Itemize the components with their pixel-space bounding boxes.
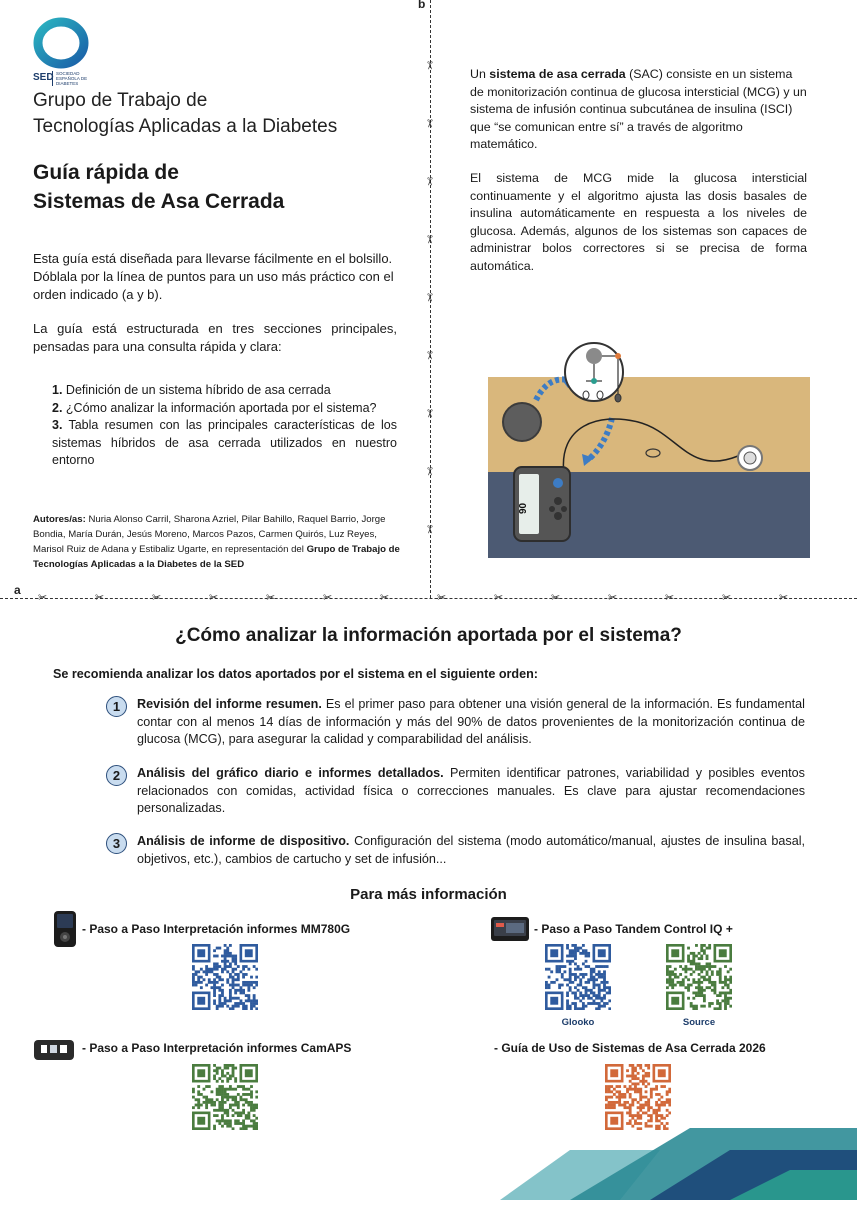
scissor-mark-icon: ✂ xyxy=(423,60,436,71)
fold-label-a: a xyxy=(14,583,21,597)
authors-block: Autores/as: Nuria Alonso Carril, Sharona Azriel, Pilar Bahillo, Raquel Barrio, Jorge Bondia, María Durán, Jesús Moreno, Marcos Pazos, Carmen Quirós, Luz Reyes, Marisol Ruiz de Adana y Estibaliz Ugarte, en representación del Grupo de Trabajo de Tecnologías Aplicadas a la Diabetes de la SED xyxy=(33,514,400,570)
qr-code-graphic xyxy=(192,944,258,1010)
cgm-sensor-icon xyxy=(503,403,541,441)
recommendation-text: Se recomienda analizar los datos aportados por el sistema en el siguiente orden: xyxy=(53,667,539,681)
analysis-title: ¿Cómo analizar la información aportada por el sistema? xyxy=(175,625,682,646)
more-info-title: Para más información xyxy=(350,886,507,903)
step-number-badge: 3 xyxy=(106,833,127,854)
mm780g-device-icon xyxy=(53,910,77,948)
scissor-mark-icon: ✂ xyxy=(423,292,436,303)
analysis-step-3: 3 Análisis de informe de dispositivo. Configuración del sistema (modo automático/manual, ajustes de insulina basal, objetivos, etc.), cambios de cartucho y set de infusión... xyxy=(106,833,806,873)
qr-code-graphic xyxy=(545,944,611,1010)
algorithm-brain-icon xyxy=(586,348,602,364)
scissor-mark-icon: ✂ xyxy=(437,592,447,604)
scissor-mark-icon: ✂ xyxy=(152,592,162,604)
cgm-description: El sistema de MCG mide la glucosa intersticial continuamente y el algoritmo ajusta las dosis basales de insulina automáticamente en respuesta a los niveles de glucosa. Además, algunos de los sistemas son capaces de administrar bolos correctores si se precisa de forma automática. xyxy=(470,171,807,273)
scissor-mark-icon: ✂ xyxy=(494,592,504,604)
qr-code-graphic xyxy=(192,1064,258,1130)
closed-loop-definition: Un sistema de asa cerrada (SAC) consiste en un sistema de monitorización continua de glucosa intersticial (MCG) y un sistema de infusión continua subcutánea de insulina (ISCI) que “se comunican entre sí” a través de algoritmo matemático. xyxy=(470,67,807,152)
scissor-mark-icon: ✂ xyxy=(95,592,105,604)
scissor-mark-icon: ✂ xyxy=(423,234,436,245)
scissor-mark-icon: ✂ xyxy=(423,466,436,477)
scissor-mark-icon: ✂ xyxy=(608,592,618,604)
scissor-mark-icon: ✂ xyxy=(423,350,436,361)
scissor-mark-icon: ✂ xyxy=(423,524,436,535)
qr-code-source[interactable] xyxy=(666,944,732,1010)
decorative-corner-shapes xyxy=(500,1110,857,1200)
pump-display-value: 90 xyxy=(518,502,529,514)
guide-2026-link[interactable]: - Guía de Uso de Sistemas de Asa Cerrada 2026 xyxy=(494,1041,766,1055)
scissor-mark-icon: ✂ xyxy=(423,408,436,419)
section-list xyxy=(52,382,397,470)
glooko-label: Glooko xyxy=(561,1017,595,1028)
guide-title: Guía rápida de Sistemas de Asa Cerrada xyxy=(33,161,285,213)
section-item: 2. ¿Cómo analizar la información aportada por el sistema? xyxy=(52,400,377,415)
fold-label-b: b xyxy=(418,0,426,11)
analysis-step-2: 2 Análisis del gráfico diario e informes detallados. Permiten identificar patrones, variabilidad y posibles eventos relacionados con comidas, actividad física o correcciones manuales. Es clave para ajustar recomendaciones personalizadas. xyxy=(106,765,806,821)
working-group-title: Grupo de Trabajo de Tecnologías Aplicadas a la Diabetes xyxy=(33,90,338,137)
scissor-mark-icon: ✂ xyxy=(380,592,390,604)
qr-code-glooko[interactable] xyxy=(545,944,611,1010)
scissor-mark-icon: ✂ xyxy=(551,592,561,604)
step-number-badge: 2 xyxy=(106,765,127,786)
analysis-step-1: 1 Revisión del informe resumen. Es el primer paso para obtener una visión general de la información. Es fundamental contar con al menos 14 días de información y más del 90% de datos provenientes de la monitorización continua de glucosa (MCG), para asegurar la calidad y comparabilidad del análisis. xyxy=(106,696,806,752)
tandem-link[interactable]: - Paso a Paso Tandem Control IQ + xyxy=(534,922,733,936)
section-item: 1. Definición de un sistema híbrido de asa cerrada xyxy=(52,383,331,397)
scissor-mark-icon: ✂ xyxy=(209,592,219,604)
qr-code-camaps[interactable] xyxy=(192,1064,258,1130)
scissor-mark-icon: ✂ xyxy=(323,592,333,604)
section-item: 3. Tabla resumen con las principales características de los sistemas híbridos de asa cerrada utilizados en nuestro entorno xyxy=(52,418,397,467)
camaps-device-icon xyxy=(33,1038,75,1062)
sed-brand-subtext: SOCIEDAD ESPAÑOLA DE DIABETES xyxy=(52,71,96,86)
qr-code-graphic xyxy=(666,944,732,1010)
structure-paragraph: La guía está estructurada en tres secciones principales, pensadas para una consulta rápida y clara: xyxy=(33,321,397,354)
intro-paragraph: Esta guía está diseñada para llevarse fácilmente en el bolsillo. Dóblala por la línea de puntos para un uso más práctico con el orden indicado (a y b). xyxy=(33,251,394,302)
scissor-mark-icon: ✂ xyxy=(665,592,675,604)
scissor-mark-icon: ✂ xyxy=(423,118,436,129)
mm780g-link[interactable]: - Paso a Paso Interpretación informes MM780G xyxy=(82,922,351,936)
source-label: Source xyxy=(682,1017,716,1028)
qr-code-mm780g[interactable] xyxy=(192,944,258,1010)
closed-loop-illustration xyxy=(488,336,810,558)
sed-logo-icon xyxy=(33,16,93,74)
scissor-mark-icon: ✂ xyxy=(266,592,276,604)
scissor-mark-icon: ✂ xyxy=(779,592,789,604)
scissor-mark-icon: ✂ xyxy=(722,592,732,604)
step-number-badge: 1 xyxy=(106,696,127,717)
camaps-link[interactable]: - Paso a Paso Interpretación informes CamAPS xyxy=(82,1041,352,1055)
scissor-mark-icon: ✂ xyxy=(38,592,48,604)
pump-button-icon xyxy=(553,478,563,488)
scissor-mark-icon: ✂ xyxy=(423,176,436,187)
sed-brand-text: SED xyxy=(33,72,54,83)
tandem-device-icon xyxy=(490,916,530,942)
